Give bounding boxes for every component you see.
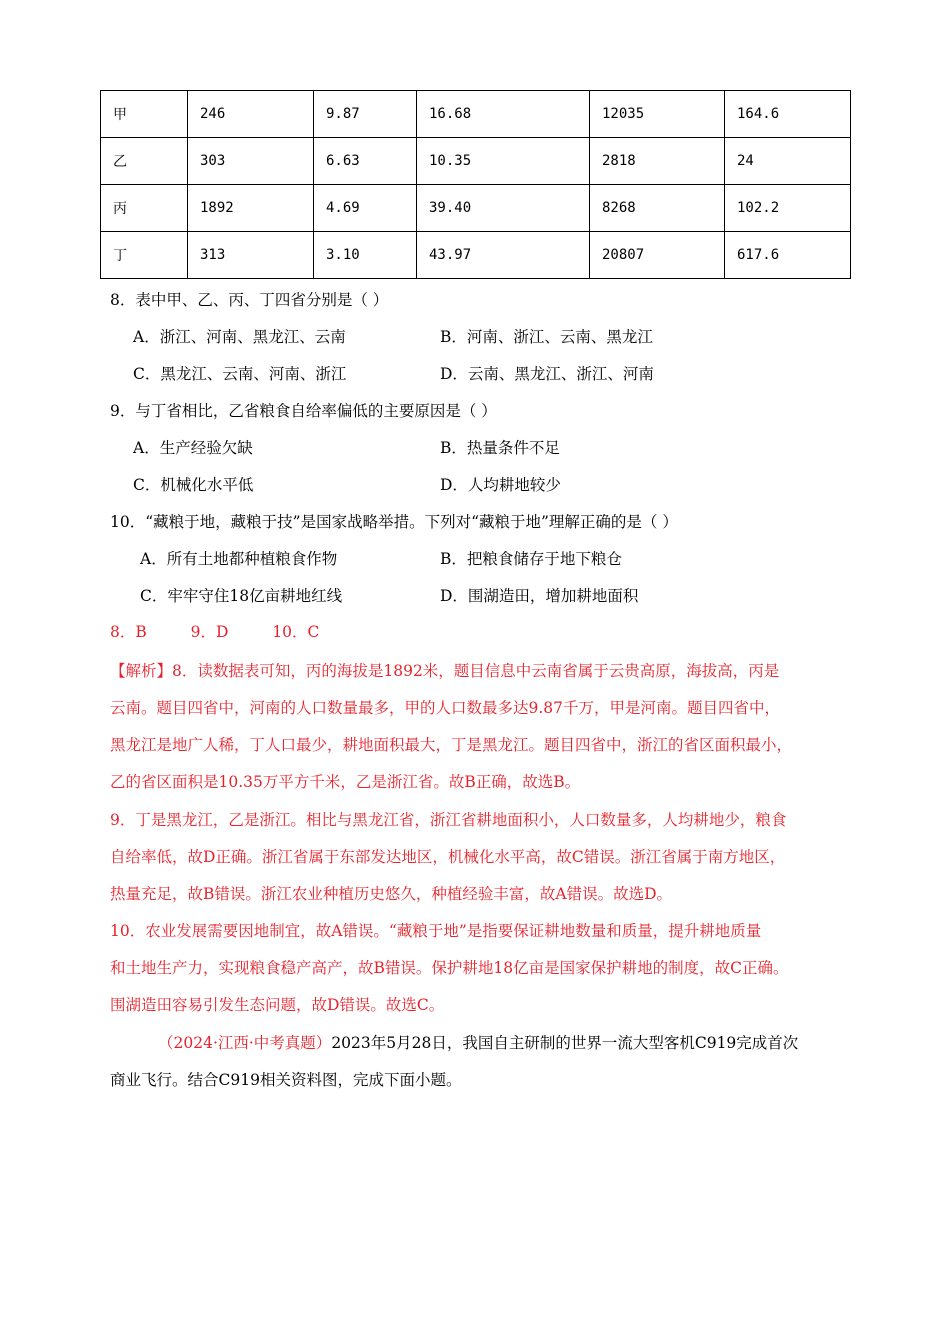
question-8-option-c: C．黑龙江、云南、河南、浙江	[133, 365, 347, 383]
table-cell: 617.6	[725, 232, 851, 279]
analysis-line-3: 黑龙江是地广人稀，丁人口最少，耕地面积最大，丁是黑龙江。题目四省中，浙江的省区面积最小，	[110, 736, 793, 754]
question-9-option-d: D．人均耕地较少	[440, 476, 561, 494]
analysis-line-1: 【解析】8．读数据表可知，丙的海拔是1892米，题目信息中云南省属于云贵高原，海拔高，丙是	[110, 662, 780, 680]
question-8-option-d: D．云南、黑龙江、浙江、河南	[440, 365, 654, 383]
question-10-stem: 10．“藏粮于地，藏粮于技”是国家战略举措。下列对“藏粮于地”理解正确的是（ ）	[110, 513, 678, 531]
table-cell: 24	[725, 138, 851, 185]
question-10-option-b: B．把粮食储存于地下粮仓	[440, 550, 622, 568]
question-10-option-c: C．牢牢守住18亿亩耕地红线	[140, 587, 343, 605]
analysis-line-5: 9．丁是黑龙江，乙是浙江。相比与黑龙江省，浙江省耕地面积小，人口数量多，人均耕地少，粮食	[110, 811, 787, 829]
intro-line-1	[158, 1031, 798, 1053]
analysis-line-8: 10．农业发展需要因地制宜，故A错误。“藏粮于地”是指要保证耕地数量和质量，提升耕地质量	[110, 922, 762, 940]
table-cell: 20807	[590, 232, 725, 279]
answer-key	[110, 620, 319, 642]
table-cell: 9.87	[314, 91, 417, 138]
answer-10: 10．C	[272, 623, 320, 641]
table-cell: 313	[188, 232, 314, 279]
analysis-line-10: 围湖造田容易引发生态问题，故D错误。故选C。	[110, 996, 445, 1014]
analysis-line-9: 和土地生产力，实现粮食稳产高产，故B错误。保护耕地18亿亩是国家保护耕地的制度，故C正确。	[110, 959, 789, 977]
table-cell: 43.97	[417, 232, 590, 279]
intro-text-1: 2023年5月28日，我国自主研制的世界一流大型客机C919完成首次	[331, 1034, 799, 1052]
table-cell: 4.69	[314, 185, 417, 232]
table-cell: 甲	[101, 91, 188, 138]
table-cell: 303	[188, 138, 314, 185]
question-9-stem: 9．与丁省相比，乙省粮食自给率偏低的主要原因是（ ）	[110, 402, 497, 420]
question-10-option-d: D．围湖造田，增加耕地面积	[440, 587, 639, 605]
table-cell: 10.35	[417, 138, 590, 185]
analysis-line-6: 自给率低，故D正确。浙江省属于东部发达地区，机械化水平高，故C错误。浙江省属于南方地区，	[110, 848, 786, 866]
table-cell: 164.6	[725, 91, 851, 138]
answer-9: 9．D	[190, 623, 229, 641]
question-9-option-a: A．生产经验欠缺	[133, 439, 253, 457]
question-8-option-a: A．浙江、河南、黑龙江、云南	[133, 328, 346, 346]
table-row	[101, 232, 851, 279]
question-9-option-b: B．热量条件不足	[440, 439, 560, 457]
question-9-option-c: C．机械化水平低	[133, 476, 254, 494]
table-cell: 102.2	[725, 185, 851, 232]
table-row	[101, 185, 851, 232]
table-cell: 12035	[590, 91, 725, 138]
table-cell: 丁	[101, 232, 188, 279]
table-cell: 8268	[590, 185, 725, 232]
table-cell: 丙	[101, 185, 188, 232]
table-cell: 6.63	[314, 138, 417, 185]
question-source: （2024·江西·中考真题）	[158, 1034, 332, 1052]
table-row	[101, 138, 851, 185]
table-cell: 1892	[188, 185, 314, 232]
question-10-option-a: A．所有土地都种植粮食作物	[140, 550, 338, 568]
table-cell: 2818	[590, 138, 725, 185]
table-cell: 246	[188, 91, 314, 138]
table-cell: 乙	[101, 138, 188, 185]
table-row	[101, 91, 851, 138]
data-table	[100, 90, 851, 279]
question-8-stem: 8．表中甲、乙、丙、丁四省分别是（ ）	[110, 291, 389, 309]
question-8-option-b: B．河南、浙江、云南、黑龙江	[440, 328, 653, 346]
table-cell: 39.40	[417, 185, 590, 232]
intro-line-2: 商业飞行。结合C919相关资料图，完成下面小题。	[110, 1071, 462, 1089]
table-cell: 3.10	[314, 232, 417, 279]
analysis-line-2: 云南。题目四省中，河南的人口数量最多，甲的人口数最多达9.87千万，甲是河南。题目四省中，	[110, 699, 781, 717]
table-cell: 16.68	[417, 91, 590, 138]
answer-8: 8．B	[110, 623, 147, 641]
analysis-line-4: 乙的省区面积是10.35万平方千米，乙是浙江省。故B正确，故选B。	[110, 773, 581, 791]
analysis-line-7: 热量充足，故B错误。浙江农业种植历史悠久，种植经验丰富，故A错误。故选D。	[110, 885, 673, 903]
